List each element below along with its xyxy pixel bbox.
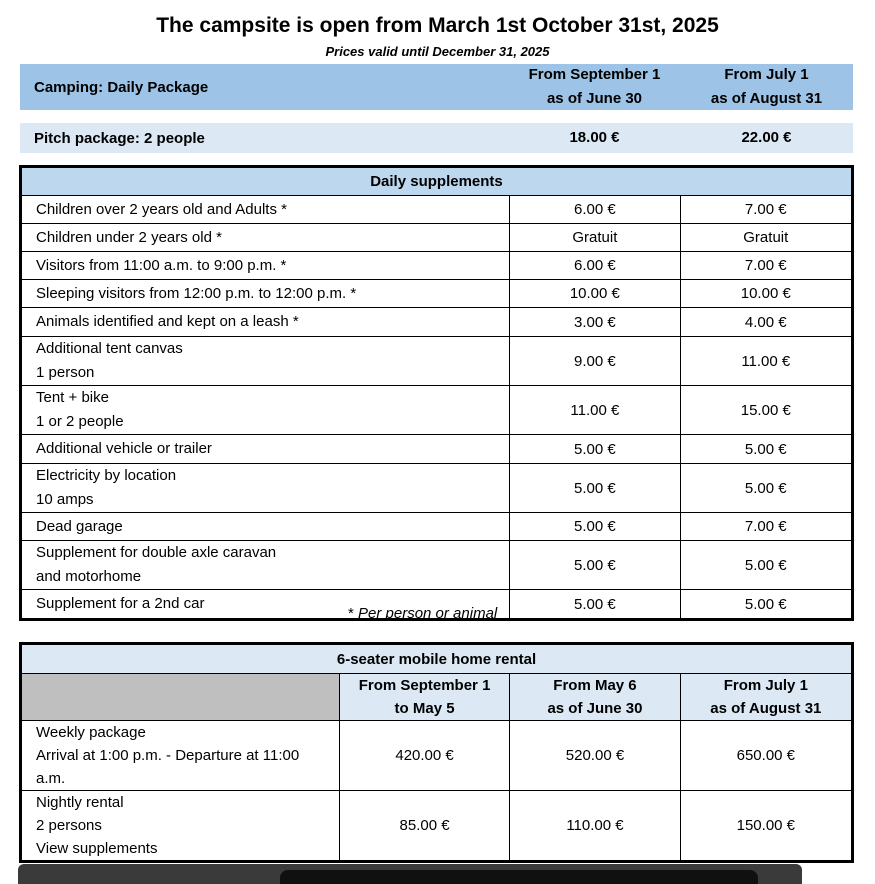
supplement-price-low: 3.00 €	[510, 308, 680, 337]
supplement-label	[21, 337, 510, 386]
supplement-price-low: 6.00 €	[510, 252, 680, 280]
label-line: 2 persons	[36, 817, 102, 834]
supplement-price-low: Gratuit	[510, 224, 680, 252]
supplement-label	[21, 386, 510, 435]
mobile-home-heading: 6-seater mobile home rental	[21, 644, 853, 674]
footnote-text: Per person or animal	[358, 605, 498, 622]
mobile-home-row	[21, 721, 853, 791]
mobile-home-table	[19, 642, 854, 863]
page-title: The campsite is open from March 1st October 31st, 2025	[156, 14, 719, 37]
label-line: Tent + bike	[36, 389, 109, 406]
supplement-price-low: 5.00 €	[510, 513, 680, 541]
mobile-home-price: 85.00 €	[339, 791, 510, 862]
mobile-home-column-header-row	[21, 674, 853, 721]
camping-col-high-line: as of August 31	[710, 90, 823, 107]
supplement-price-high: 5.00 €	[680, 435, 852, 464]
label-line: Additional vehicle or trailer	[36, 440, 212, 457]
supplement-row	[21, 280, 853, 308]
supplement-price-high: 7.00 €	[680, 513, 852, 541]
label-line: as of June 30	[547, 700, 643, 717]
supplement-price-low: 6.00 €	[510, 196, 680, 224]
footnote	[348, 605, 497, 622]
camping-header	[20, 64, 853, 110]
label-line: Supplement for double axle caravan	[36, 544, 277, 561]
bottom-toolbar	[18, 864, 802, 884]
label-line: and motorhome	[36, 568, 142, 585]
label-line: to May 5	[394, 700, 455, 717]
supplement-price-high: 11.00 €	[680, 337, 852, 386]
label-line: View supplements	[36, 840, 158, 857]
mobile-home-price: 110.00 €	[510, 791, 680, 862]
supplement-price-high: 7.00 €	[680, 252, 852, 280]
label-line: Electricity by location	[36, 467, 177, 484]
supplement-row	[21, 337, 853, 386]
supplement-price-high: 7.00 €	[680, 196, 852, 224]
camping-label: Camping: Daily Package	[34, 78, 209, 96]
mobile-home-price: 150.00 €	[680, 791, 852, 862]
label-line: Children over 2 years old and Adults *	[36, 200, 287, 218]
label-line: Weekly package	[36, 724, 146, 741]
mobile-home-period-header	[339, 674, 510, 721]
mobile-home-empty-header	[21, 674, 340, 721]
label-line: Visitors from 11:00 a.m. to 9:00 p.m. *	[36, 256, 287, 274]
mobile-home-label	[21, 791, 340, 862]
camping-col-low-line: as of June 30	[546, 90, 643, 107]
label-line: Dead garage	[36, 517, 123, 535]
label-line: 10 amps	[36, 491, 94, 508]
supplement-label	[21, 196, 510, 224]
supplement-price-low: 5.00 €	[510, 541, 680, 590]
supplement-price-low: 5.00 €	[510, 590, 680, 620]
label-line: From September 1	[358, 677, 491, 694]
label-line: Animals identified and kept on a leash *	[36, 313, 299, 330]
mobile-home-row	[21, 791, 853, 862]
label-line: Nightly rental	[36, 794, 124, 811]
mobile-home-price: 650.00 €	[680, 721, 852, 791]
label-line: Children under 2 years old *	[36, 228, 222, 246]
label-line: 1 person	[36, 364, 95, 381]
supplement-row	[21, 252, 853, 280]
mobile-home-price: 420.00 €	[339, 721, 510, 791]
supplement-price-low: 11.00 €	[510, 386, 680, 435]
supplement-row	[21, 196, 853, 224]
supplements-table	[19, 165, 854, 621]
supplement-price-high: 5.00 €	[680, 590, 852, 620]
supplement-price-high: 4.00 €	[680, 308, 852, 337]
supplement-row	[21, 308, 853, 337]
supplements-heading: Daily supplements	[21, 167, 853, 196]
supplement-row	[21, 386, 853, 435]
supplement-price-high: 10.00 €	[680, 280, 852, 308]
supplement-label	[21, 541, 510, 590]
label-line: Sleeping visitors from 12:00 p.m. to 12:00 p.m. *	[36, 284, 357, 302]
supplement-label	[21, 252, 510, 280]
supplement-price-low: 9.00 €	[510, 337, 680, 386]
supplement-label	[21, 513, 510, 541]
pitch-row	[20, 123, 853, 153]
label-line: From May 6	[553, 677, 637, 694]
label-line: 1 or 2 people	[36, 413, 124, 430]
camping-col-low	[509, 63, 680, 111]
supplement-price-high: 5.00 €	[680, 541, 852, 590]
supplement-row	[21, 541, 853, 590]
camping-col-high-line: From July 1	[724, 66, 809, 83]
footnote-star: *	[348, 605, 354, 622]
supplement-price-high: Gratuit	[680, 224, 852, 252]
bottom-toolbar-pill	[280, 870, 758, 884]
pitch-price-high: 22.00 €	[741, 129, 792, 146]
label-line: Supplement for a 2nd car	[36, 595, 205, 612]
supplement-label	[21, 308, 510, 337]
supplement-row	[21, 224, 853, 252]
label-line: a.m.	[36, 770, 66, 787]
mobile-home-period-header	[680, 674, 852, 721]
camping-col-low-line: From September 1	[528, 66, 661, 83]
pitch-price-low: 18.00 €	[569, 129, 620, 146]
mobile-home-period-header	[510, 674, 680, 721]
camping-col-high	[680, 63, 853, 111]
page-subtitle: Prices valid until December 31, 2025	[325, 44, 550, 59]
supplement-row	[21, 513, 853, 541]
supplement-price-low: 5.00 €	[510, 435, 680, 464]
supplement-price-low: 5.00 €	[510, 464, 680, 513]
supplement-row	[21, 464, 853, 513]
label-line: Arrival at 1:00 p.m. - Departure at 11:00	[36, 747, 300, 764]
label-line: as of August 31	[710, 700, 822, 717]
label-line: From July 1	[723, 677, 808, 694]
supplement-price-high: 5.00 €	[680, 464, 852, 513]
supplement-label	[21, 224, 510, 252]
supplement-row	[21, 435, 853, 464]
supplement-label	[21, 280, 510, 308]
supplement-label	[21, 435, 510, 464]
pitch-label: Pitch package: 2 people	[34, 129, 205, 147]
supplement-price-high: 15.00 €	[680, 386, 852, 435]
mobile-home-label	[21, 721, 340, 791]
supplement-price-low: 10.00 €	[510, 280, 680, 308]
mobile-home-price: 520.00 €	[510, 721, 680, 791]
supplement-label	[21, 464, 510, 513]
label-line: Additional tent canvas	[36, 340, 183, 357]
